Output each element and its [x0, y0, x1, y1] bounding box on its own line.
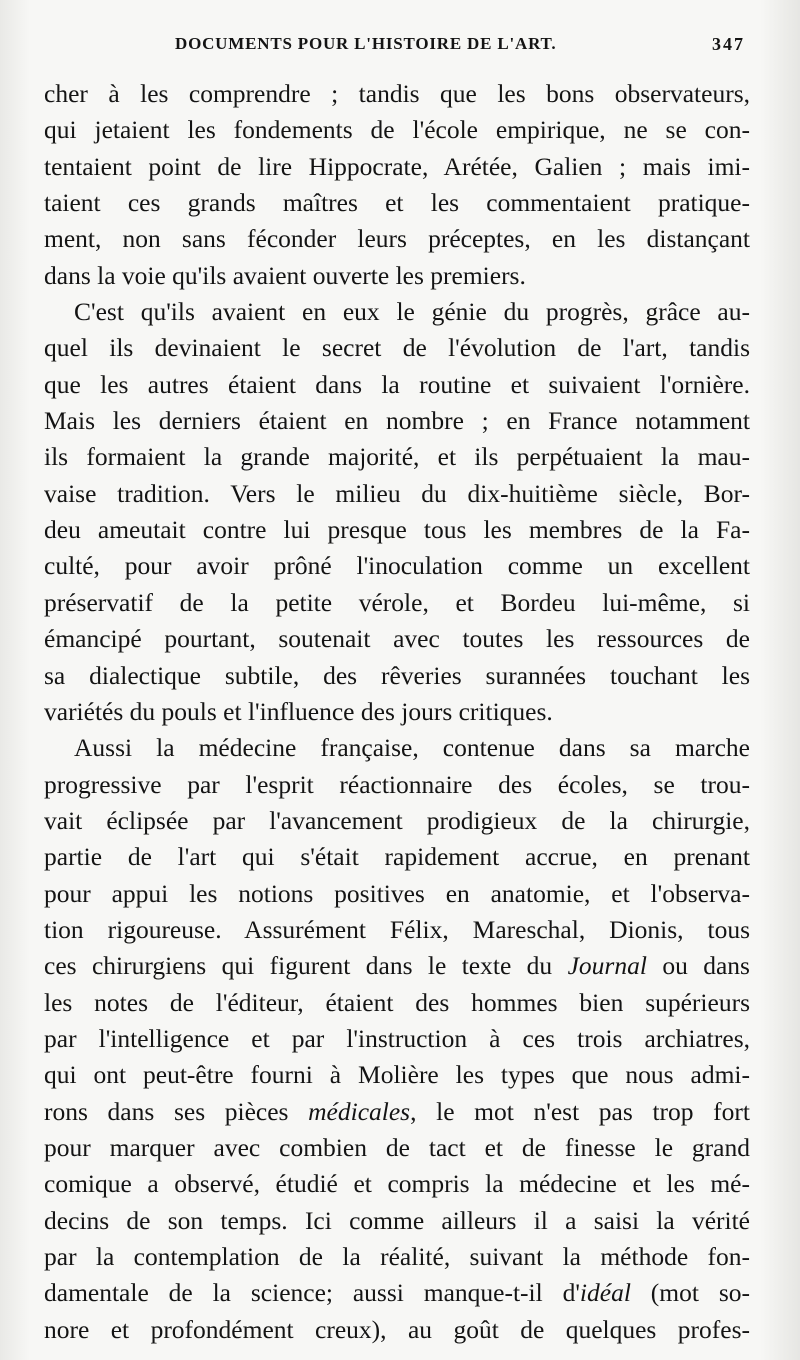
- text-line: ils formaient la grande majorité, et ils perpétuaient la mau-: [44, 442, 750, 472]
- text-line: ment, non sans féconder leurs préceptes, en les distançant: [44, 224, 750, 254]
- text-line: cher à les comprendre ; tandis que les bons observateurs,: [44, 79, 750, 108]
- text-line: pour appui les notions positives en anatomie, et l'observa-: [44, 878, 750, 908]
- text-line: C'est qu'ils avaient en eux le génie du progrès, grâce au-: [74, 297, 750, 327]
- text-line: Aussi la médecine française, contenue dans sa marche: [74, 733, 750, 763]
- text-segment: ces chirurgiens qui figurent dans le texte du: [44, 951, 568, 981]
- text-line: vait éclipsée par l'avancement prodigieux de la chirurgie,: [44, 805, 750, 835]
- page-number: 347: [712, 34, 745, 54]
- text-segment: rons dans ses pièces: [44, 1096, 309, 1126]
- running-title: DOCUMENTS POUR L'HISTOIRE DE L'ART.: [175, 34, 557, 53]
- text-line: préservatif de la petite vérole, et Bordeu lui-même, si: [44, 587, 750, 617]
- text-line: progressive par l'esprit réactionnaire des écoles, se trou-: [44, 769, 750, 799]
- text-line: tion rigoureuse. Assurément Félix, Mareschal, Dionis, tous: [44, 914, 750, 944]
- text-segment: (mot so-: [630, 1278, 750, 1308]
- text-line: decins de son temps. Ici comme ailleurs il a saisi la vérité: [44, 1205, 750, 1235]
- text-line: tentaient point de lire Hippocrate, Arétée, Galien ; mais imi-: [44, 151, 750, 181]
- text-line: par la contemplation de la réalité, suivant la méthode fon-: [44, 1242, 750, 1271]
- text-line: que les autres étaient dans la routine et suivaient l'ornière.: [44, 369, 750, 399]
- text-line: taient ces grands maîtres et les commentaient pratique-: [44, 188, 750, 218]
- page-header: [40, 34, 745, 62]
- text-line: nore et profondément creux), au goût de quelques profes-: [44, 1314, 750, 1344]
- text-line: [44, 1275, 750, 1311]
- text-line: deu ameutait contre lui presque tous les membres de la Fa-: [44, 515, 750, 545]
- italic-word: médicales: [308, 1096, 411, 1126]
- text-line: vaise tradition. Vers le milieu du dix-huitième siècle, Bor-: [44, 478, 750, 508]
- text-line: émancipé pourtant, soutenait avec toutes les ressources de: [44, 624, 750, 654]
- italic-word: Journal: [567, 951, 647, 981]
- text-line: par l'intelligence et par l'instruction à ces trois archiatres,: [44, 1023, 750, 1053]
- text-line: [44, 1094, 750, 1130]
- italic-word: idéal: [579, 1278, 631, 1308]
- text-line: dans la voie qu'ils avaient ouverte les premiers.: [44, 260, 526, 290]
- text-line: comique a observé, étudié et compris la médecine et les mé-: [44, 1169, 750, 1199]
- text-line: qui ont peut-être fourni à Molière les types que nous admi-: [44, 1060, 750, 1090]
- text-line: [44, 948, 750, 984]
- paragraph-3: [44, 730, 750, 1348]
- text-segment: , le mot n'est pas trop fort: [410, 1096, 750, 1126]
- text-line: qui jetaient les fondements de l'école empirique, ne se con-: [44, 115, 750, 145]
- paragraph-2: [44, 294, 750, 730]
- paragraph-1: [44, 76, 750, 294]
- text-segment: damentale de la science; aussi manque-t-il d': [44, 1278, 580, 1308]
- text-line: variétés du pouls et l'influence des jours critiques.: [44, 696, 553, 726]
- text-line: quel ils devinaient le secret de l'évolution de l'art, tandis: [44, 333, 750, 363]
- text-line: sa dialectique subtile, des rêveries surannées touchant les: [44, 660, 750, 690]
- text-line: culté, pour avoir prôné l'inoculation comme un excellent: [44, 551, 750, 581]
- text-line: Mais les derniers étaient en nombre ; en France notamment: [44, 406, 750, 436]
- body-text: [44, 76, 750, 1348]
- text-line: les notes de l'éditeur, étaient des hommes bien supérieurs: [44, 987, 750, 1017]
- text-line: partie de l'art qui s'était rapidement accrue, en prenant: [44, 842, 750, 872]
- text-line: pour marquer avec combien de tact et de finesse le grand: [44, 1132, 750, 1162]
- text-segment: ou dans: [646, 951, 750, 981]
